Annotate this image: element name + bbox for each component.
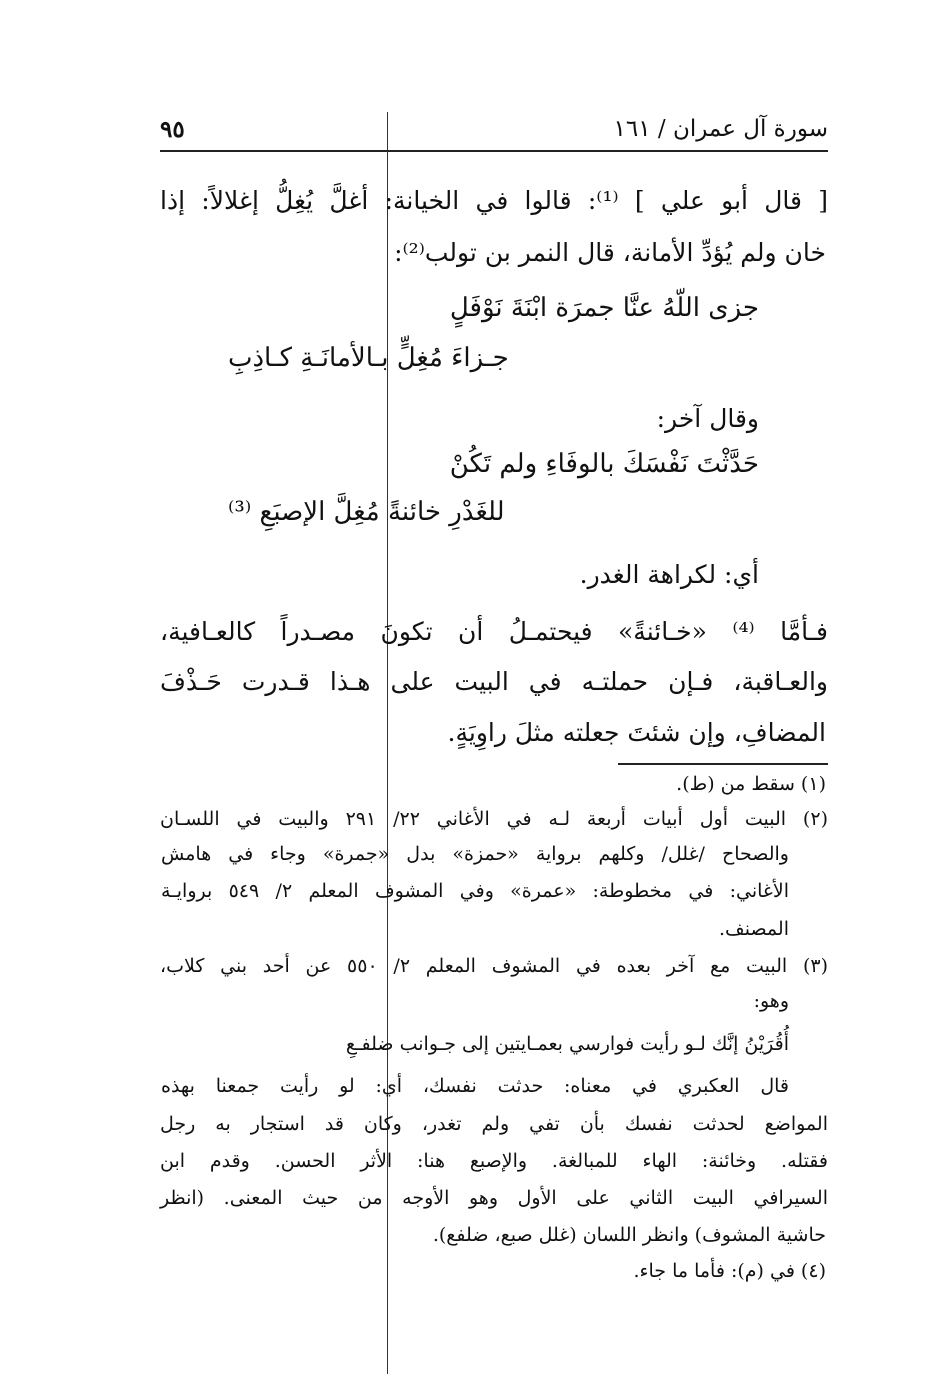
footnote-separator bbox=[618, 763, 828, 765]
footnote-3-line-7: السيرافي البيت الثاني على الأول وهو الأوجه من حيث المعنى. (انظر bbox=[160, 1187, 828, 1209]
footnote-2-line-2: والصحاح /غلل/ وكلهم برواية «حمزة» بدل «جمرة» وجاء في هامش bbox=[161, 843, 789, 865]
verse-1-first-hemistich: جزى اللّهُ عنَّا جمرَة ابْنَةَ نَوْفَلٍ bbox=[449, 293, 759, 323]
main-text-line-2: خان ولم يُؤدِّ الأمانة، قال النمر بن تولب⁽²⁾: bbox=[394, 238, 826, 267]
footnote-3-line-4: قال العكبري في معناه: حدثت نفسك، أي: لو رأيت جمعنا بهذه bbox=[161, 1075, 789, 1097]
main-text-line-3: وقال آخر: bbox=[656, 404, 759, 433]
footnote-3-line-1: (٣) البيت مع آخر بعده في المشوف المعلم ٢/ ٥٥٠ عن أحد بني كلاب، bbox=[160, 955, 829, 977]
verse-2-second-hemistich: للغَدْرِ خائنةً مُغِلَّ الإصبَعِ ⁽³⁾ bbox=[228, 497, 505, 527]
footnote-2-line-3: الأغاني: في مخطوطة: «عمرة» وفي المشوف المعلم ٢/ ٥٤٩ بروايـة bbox=[161, 880, 789, 902]
footnote-3-line-6: فقتله. وخائنة: الهاء للمبالغة. والإصبع هنا: الأثر الحسن. وقدم ابن bbox=[160, 1150, 828, 1172]
footnote-4: (٤) في (م): فأما ما جاء. bbox=[633, 1260, 826, 1282]
main-text-line-7: المضافِ، وإن شئتَ جعلته مثلَ راوِيَةٍ. bbox=[447, 718, 826, 747]
footnote-1: (١) سقط من (ط). bbox=[676, 773, 826, 795]
page-header bbox=[160, 112, 828, 152]
footnote-2-line-4: المصنف. bbox=[719, 918, 789, 940]
verse-1-second-hemistich: جـزاءَ مُغِلٍّ بـالأمانَـةِ كـاذِبِ bbox=[228, 343, 509, 373]
main-text-line-6: والعـاقبة، فـإن حملتـه في البيت على هـذا قـدرت حَـذْفَ bbox=[160, 667, 828, 696]
footnote-3-line-8: حاشية المشوف) وانظر اللسان (غلل صبع، ضلفع). bbox=[432, 1224, 826, 1246]
footnote-3-line-5: المواضع لحدثت نفسك بأن تفي ولم تغدر، وكان قد استجار به رجل bbox=[160, 1113, 828, 1135]
footnote-3-verse: أُقُرَيْنُ إنَّك لـو رأيت فوارسي بعمـايتين إلى جـوانب ضلفـعِ bbox=[345, 1033, 789, 1055]
main-text-line-5: فـأمَّا ⁽⁴⁾ «خـائنةً» فيحتمـلُ أن تكونَ مصـدراً كالعـافية، bbox=[160, 617, 828, 646]
footnote-3-line-2: وهو: bbox=[753, 990, 789, 1012]
main-text-line-1: [ قال أبو علي ] ⁽¹⁾: قالوا في الخيانة: أغلَّ يُغِلُّ إغلالاً: إذا bbox=[160, 186, 829, 215]
main-text-line-4: أي: لكراهة الغدر. bbox=[579, 560, 759, 589]
verse-2-first-hemistich: حَدَّثْتَ نَفْسَكَ بالوفَاءِ ولم تَكُنْ bbox=[449, 449, 759, 479]
footnote-2-line-1: (٢) البيت أول أبيات أربعة لـه في الأغاني ٢٢/ ٢٩١ والبيت في اللسـان bbox=[160, 808, 828, 830]
scan-vertical-line bbox=[387, 112, 388, 1374]
page-number: ٩٥ bbox=[160, 116, 185, 143]
surah-title: سورة آل عمران / ١٦١ bbox=[613, 116, 828, 142]
